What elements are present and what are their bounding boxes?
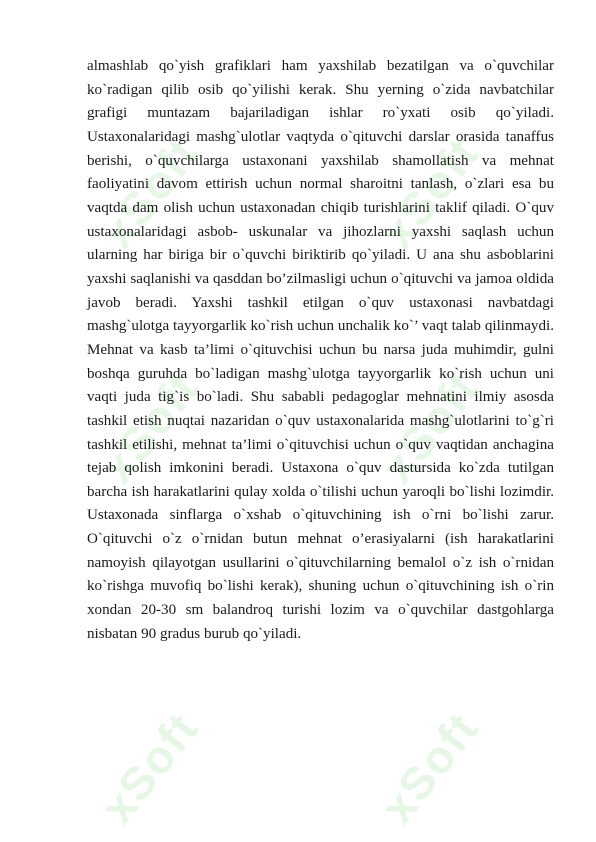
body-paragraph: almashlab qo`yish grafiklari ham yaxshilab bezatilgan va o`quvchilar ko`radigan qilib osib qo`yilishi kerak. Shu yerning o`zida navbatchilar grafigi muntazam bajariladigan ishlar ro`yxati osib qo`yiladi. Ustaxonalaridagi mashg`ulotlar vaqtyda o`qituvchi darslar orasida tanaffus berishi, o`quvchilarga ustaxonani yaxshilab shamollatish va mehnat faoliyatini davom ettirish uchun normal sharoitni tanlash, o`zlari esa bu vaqtda dam olish uchun ustaxonadan chiqib turishlarini taklif qiladi. O`quv ustaxonalaridagi asbob- uskunalar va jihozlarni yaxshi saqlash uchun ularning har biriga bir o`quvchi biriktirib qo`yiladi. U ana shu asboblarini yaxshi saqlanishi va qasddan bo’zilmasligi uchun o`qituvchi va jamoa oldida javob beradi. Yaxshi tashkil etilgan o`quv ustaxonasi navbatdagi mashg`ulotga tayyorgarlik ko`rish uchun unchalik ko`’ vaqt talab qilinmaydi. Mehnat va kasb ta’limi o`qituvchisi uchun bu narsa juda muhimdir, gulni boshqa guruhda bo`ladigan mashg`ulotga tayyorgarlik ko`rish uchun uni vaqti juda tig`is bo`ladi. Shu sababli pedagoglar mehnatini ilmiy asosda tashkil etish nuqtai nazaridan o`quv ustaxonalarida mashg`ulotlarini to`g`ri tashkil etilishi, mehnat ta’limi o`qituvchisi uchun o`quv vaqtidan anchagina tejab qolish imkonini beradi. Ustaxona o`quv dastursida ko`zda tutilgan barcha ish harakatlarini qulay xolda o`tilishi uchun yaroqli bo`lishi lozimdir. Ustaxonada sinflarga o`xshab o`qituvchining ish o`rni bo`lishi zarur. O`qituvchi o`z o`rnidan butun mehnat o’erasiyalarni (ish harakatlarini namoyish qilayotgan usullarini o`qituvchilarning bemalol o`z ish o`rnidan ko`rishga muvofiq bo`lishi kerak), shuning uchun o`qituvchining ish o`rin xondan 20-30 sm balandroq turishi lozim va o`quvchilar dastgohlarga nisbatan 90 gradus burub qo`yiladi. [87, 58, 554, 642]
watermark: xSoft [90, 702, 209, 833]
watermark: xSoft [370, 127, 489, 258]
watermark: xSoft [90, 127, 209, 258]
watermark: xSoft [90, 362, 209, 493]
watermark: xSoft [370, 362, 489, 493]
watermark: xSoft [370, 702, 489, 833]
